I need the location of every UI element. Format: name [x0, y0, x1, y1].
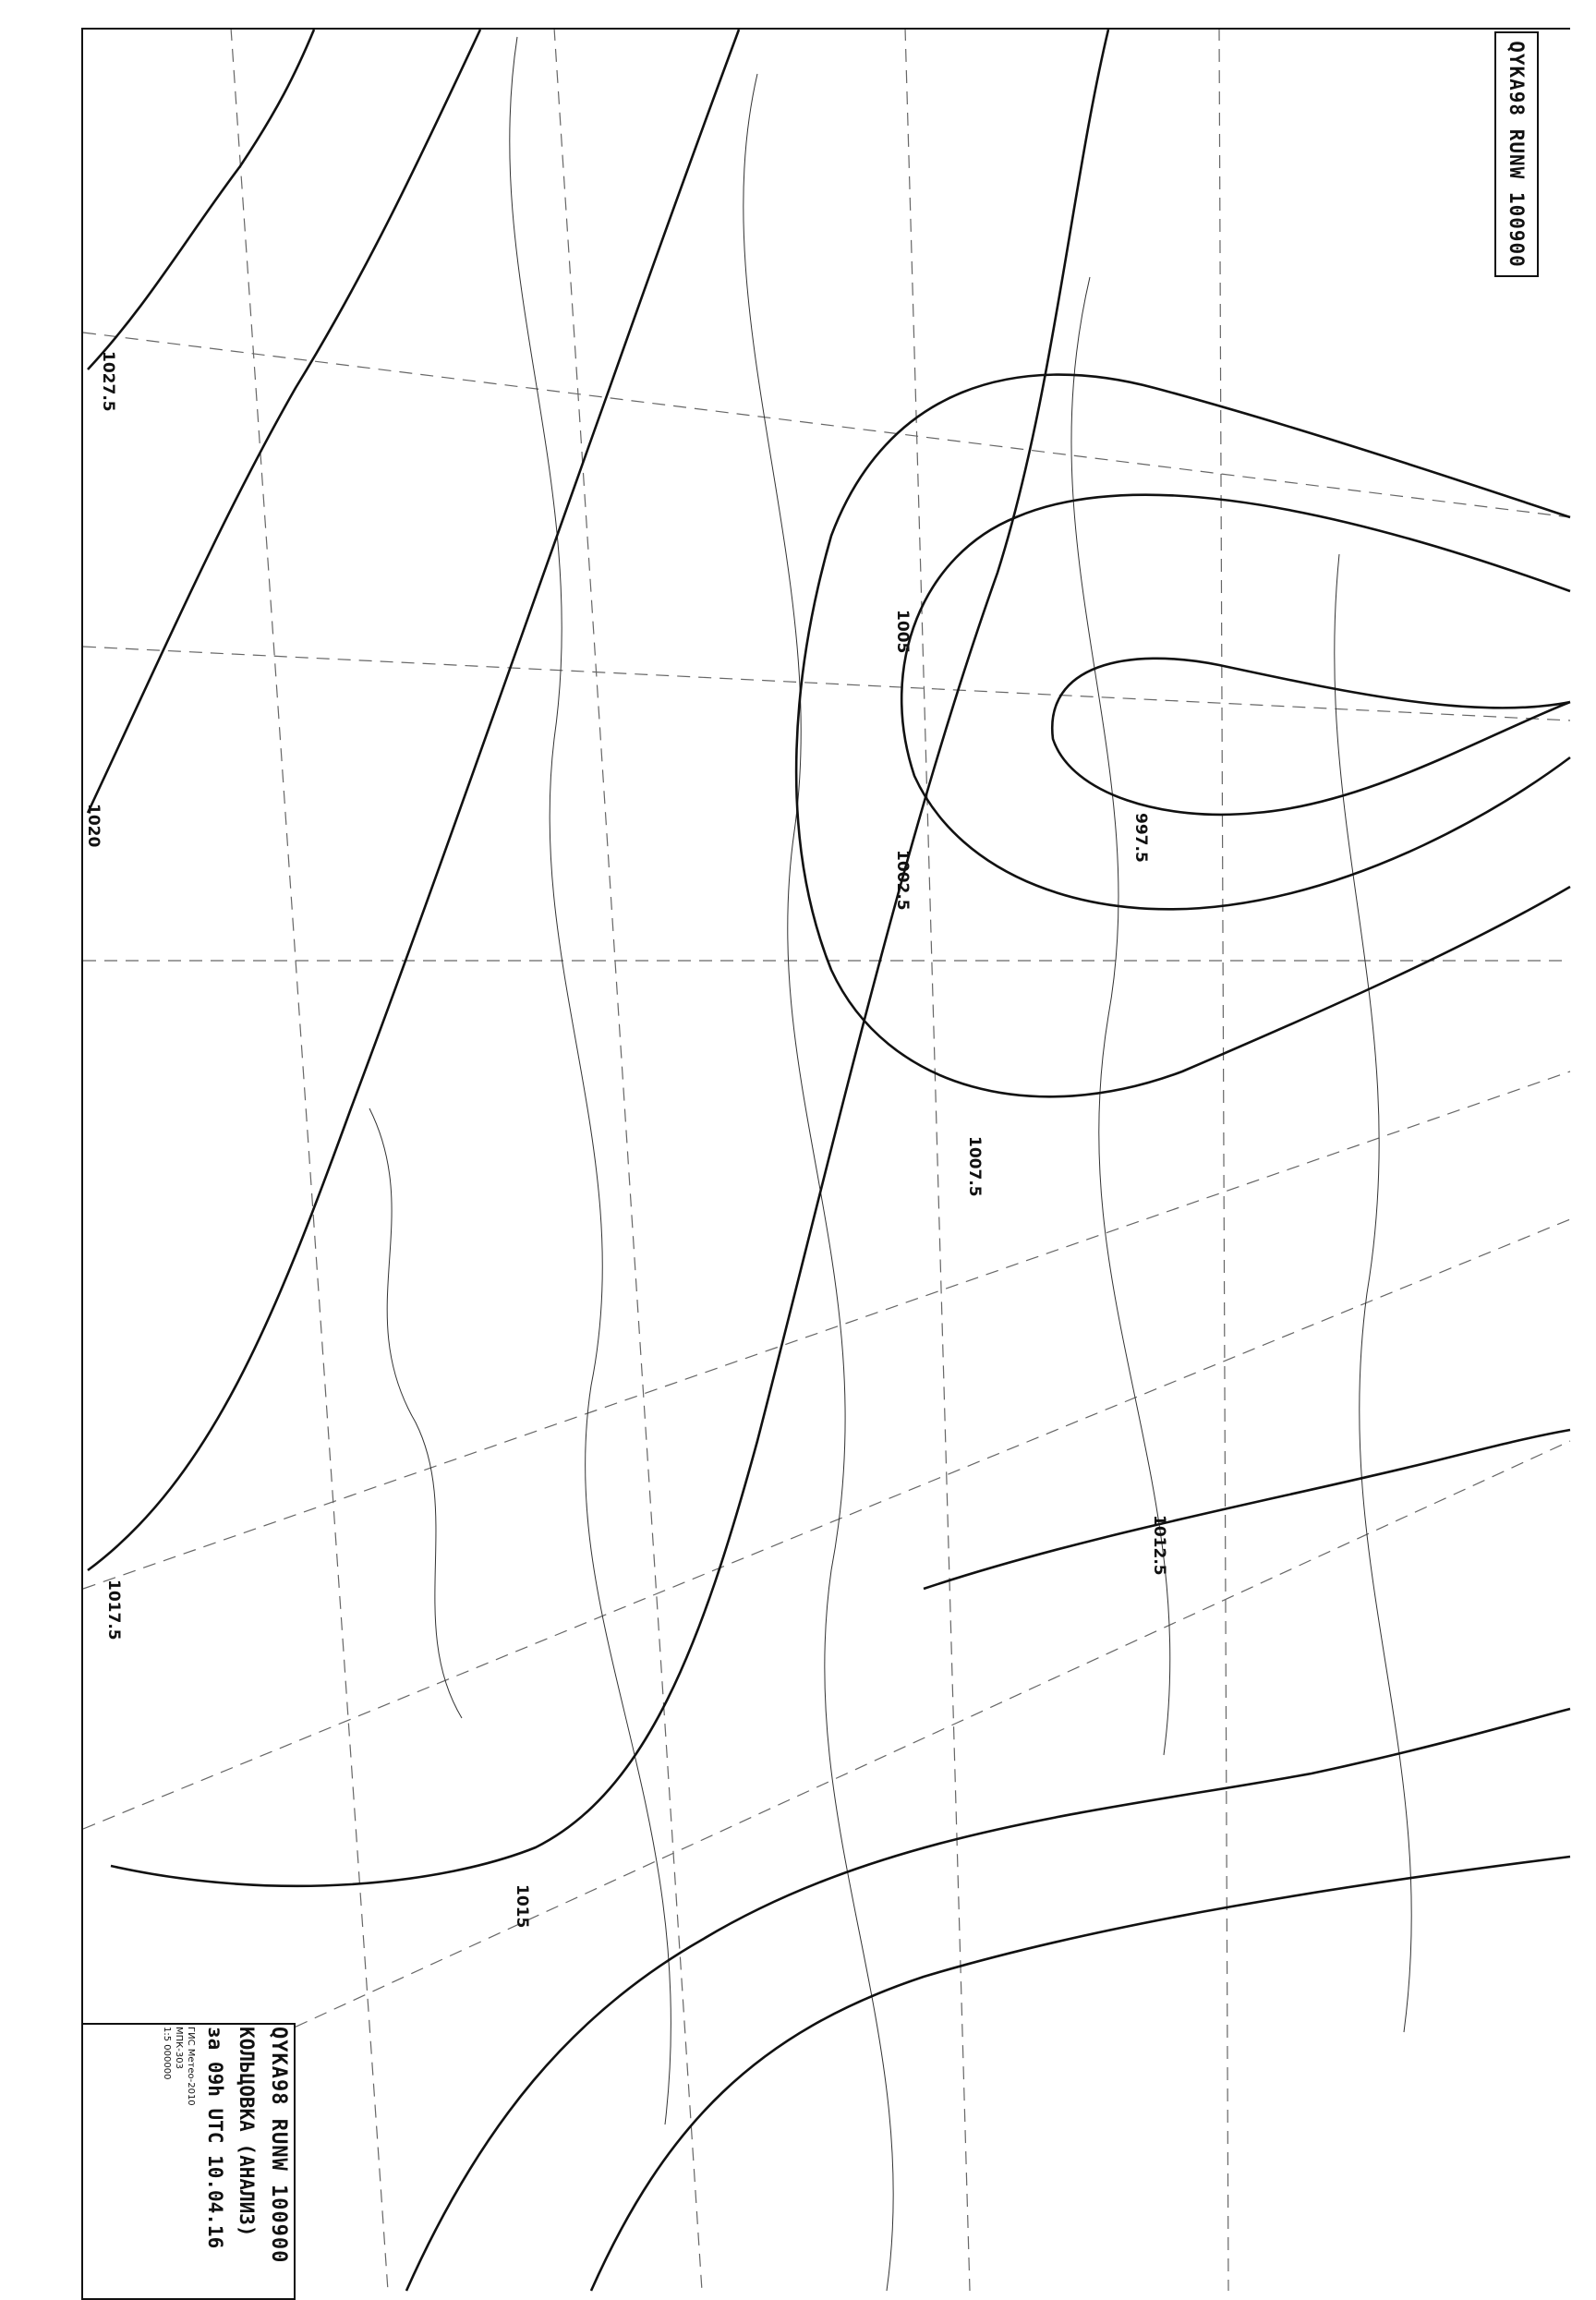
isobar-label: 997.5: [1131, 813, 1150, 863]
chart-title: КОЛЬЦОВКА (АНАЛИЗ): [236, 2027, 258, 2237]
credits: [161, 2027, 197, 2106]
top-bulletin-code: QYKA98 RUNW 100900: [1505, 41, 1528, 268]
isobar-label: 1007.5: [965, 1136, 984, 1197]
bulletin-header: QYKA98 RUNW 100900: [267, 2027, 290, 2264]
top-bulletin-stamp: [1494, 31, 1539, 277]
isobar-label: 1005: [893, 610, 912, 654]
isobar-label: 1002.5: [893, 850, 912, 911]
map-frame: [81, 28, 1570, 2300]
title-block-content: [85, 2027, 296, 2300]
title-block: [81, 2023, 296, 2300]
credit-line: 1:5 000000: [162, 2027, 172, 2080]
isobar-label: 1027.5: [99, 351, 117, 412]
credit-line: МПК-303: [174, 2027, 184, 2069]
isobar-label: 1015: [513, 1884, 531, 1929]
isobar-label: 1017.5: [104, 1580, 123, 1640]
valid-time: за 09h UTC 10.04.16: [204, 2027, 226, 2249]
isobar-label: 1012.5: [1150, 1515, 1168, 1576]
credit-line: ГИС Метео-2010: [186, 2027, 196, 2106]
isobar-label: 1020: [84, 804, 103, 848]
